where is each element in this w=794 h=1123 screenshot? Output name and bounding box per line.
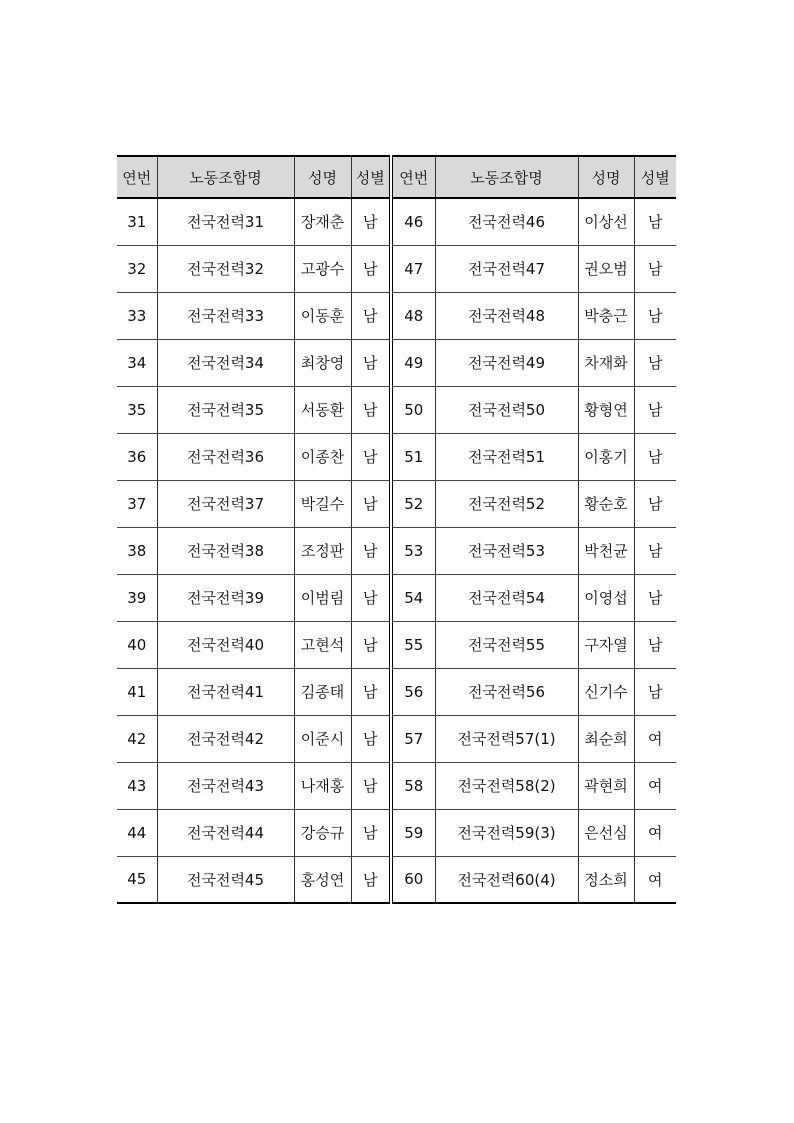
- table-row: [117, 856, 676, 903]
- cell-union-name-left: 전국전력42: [157, 715, 294, 762]
- cell-union-name-left: 전국전력37: [157, 480, 294, 527]
- cell-gender-right: 남: [634, 621, 676, 668]
- cell-name-right: 은선심: [578, 809, 634, 856]
- cell-name-right: 이홍기: [578, 433, 634, 480]
- cell-gender-left: 남: [351, 433, 391, 480]
- cell-gender-left: 남: [351, 292, 391, 339]
- cell-name-left: 박길수: [294, 480, 351, 527]
- cell-serial-right: 52: [391, 480, 435, 527]
- cell-name-right: 황순호: [578, 480, 634, 527]
- cell-gender-right: 여: [634, 762, 676, 809]
- table-row: [117, 480, 676, 527]
- cell-serial-left: 40: [117, 621, 157, 668]
- cell-name-right: 신기수: [578, 668, 634, 715]
- cell-union-name-left: 전국전력32: [157, 245, 294, 292]
- table-row: [117, 762, 676, 809]
- cell-serial-right: 57: [391, 715, 435, 762]
- table-row: [117, 245, 676, 292]
- cell-union-name-left: 전국전력35: [157, 386, 294, 433]
- cell-gender-right: 남: [634, 433, 676, 480]
- cell-name-right: 차재화: [578, 339, 634, 386]
- cell-gender-right: 남: [634, 198, 676, 245]
- cell-serial-left: 45: [117, 856, 157, 903]
- header-row: [117, 156, 676, 198]
- cell-serial-right: 50: [391, 386, 435, 433]
- cell-union-name-left: 전국전력36: [157, 433, 294, 480]
- cell-union-name-right: 전국전력59(3): [435, 809, 578, 856]
- cell-union-name-right: 전국전력58(2): [435, 762, 578, 809]
- cell-name-left: 조정판: [294, 527, 351, 574]
- table-row: [117, 668, 676, 715]
- cell-name-left: 고현석: [294, 621, 351, 668]
- cell-union-name-right: 전국전력53: [435, 527, 578, 574]
- cell-name-left: 이준시: [294, 715, 351, 762]
- cell-gender-right: 남: [634, 480, 676, 527]
- cell-union-name-right: 전국전력54: [435, 574, 578, 621]
- cell-gender-right: 여: [634, 856, 676, 903]
- cell-name-left: 서동환: [294, 386, 351, 433]
- cell-name-right: 이영섭: [578, 574, 634, 621]
- cell-name-left: 최창영: [294, 339, 351, 386]
- header-union-name-right: 노동조합명: [435, 156, 578, 198]
- cell-serial-left: 35: [117, 386, 157, 433]
- cell-gender-left: 남: [351, 856, 391, 903]
- cell-serial-right: 46: [391, 198, 435, 245]
- table-row: [117, 198, 676, 245]
- cell-gender-left: 남: [351, 574, 391, 621]
- cell-gender-left: 남: [351, 527, 391, 574]
- cell-union-name-left: 전국전력38: [157, 527, 294, 574]
- cell-name-right: 황형연: [578, 386, 634, 433]
- cell-gender-left: 남: [351, 668, 391, 715]
- cell-union-name-right: 전국전력50: [435, 386, 578, 433]
- cell-serial-right: 48: [391, 292, 435, 339]
- header-gender-left: 성별: [351, 156, 391, 198]
- cell-gender-right: 남: [634, 292, 676, 339]
- cell-name-left: 김종태: [294, 668, 351, 715]
- header-union-name-left: 노동조합명: [157, 156, 294, 198]
- cell-union-name-left: 전국전력44: [157, 809, 294, 856]
- cell-serial-right: 56: [391, 668, 435, 715]
- cell-serial-right: 58: [391, 762, 435, 809]
- cell-union-name-right: 전국전력48: [435, 292, 578, 339]
- cell-name-left: 이동훈: [294, 292, 351, 339]
- table-row: [117, 433, 676, 480]
- cell-serial-left: 43: [117, 762, 157, 809]
- cell-gender-left: 남: [351, 339, 391, 386]
- cell-serial-right: 53: [391, 527, 435, 574]
- cell-gender-left: 남: [351, 621, 391, 668]
- cell-gender-right: 남: [634, 245, 676, 292]
- cell-name-left: 나재홍: [294, 762, 351, 809]
- cell-serial-left: 42: [117, 715, 157, 762]
- cell-serial-right: 47: [391, 245, 435, 292]
- cell-name-right: 최순희: [578, 715, 634, 762]
- cell-gender-left: 남: [351, 198, 391, 245]
- cell-union-name-right: 전국전력47: [435, 245, 578, 292]
- cell-gender-right: 남: [634, 386, 676, 433]
- table-row: [117, 809, 676, 856]
- header-name-right: 성명: [578, 156, 634, 198]
- table-row: [117, 386, 676, 433]
- table-row: [117, 621, 676, 668]
- cell-name-right: 구자열: [578, 621, 634, 668]
- table-row: [117, 527, 676, 574]
- header-serial-left: 연번: [117, 156, 157, 198]
- cell-serial-left: 37: [117, 480, 157, 527]
- cell-name-left: 홍성연: [294, 856, 351, 903]
- cell-name-right: 곽현희: [578, 762, 634, 809]
- cell-serial-right: 60: [391, 856, 435, 903]
- cell-gender-right: 여: [634, 809, 676, 856]
- cell-gender-left: 남: [351, 715, 391, 762]
- cell-serial-right: 54: [391, 574, 435, 621]
- cell-union-name-left: 전국전력31: [157, 198, 294, 245]
- cell-union-name-left: 전국전력43: [157, 762, 294, 809]
- cell-serial-left: 38: [117, 527, 157, 574]
- cell-gender-left: 남: [351, 762, 391, 809]
- cell-name-right: 박충근: [578, 292, 634, 339]
- cell-name-right: 박천균: [578, 527, 634, 574]
- cell-serial-left: 39: [117, 574, 157, 621]
- table-body: [117, 198, 676, 903]
- cell-serial-left: 32: [117, 245, 157, 292]
- cell-name-left: 이종찬: [294, 433, 351, 480]
- cell-union-name-right: 전국전력51: [435, 433, 578, 480]
- table-row: [117, 574, 676, 621]
- union-member-table: [117, 155, 676, 904]
- header-name-left: 성명: [294, 156, 351, 198]
- cell-gender-right: 남: [634, 574, 676, 621]
- cell-union-name-right: 전국전력49: [435, 339, 578, 386]
- table-row: [117, 715, 676, 762]
- cell-name-right: 정소희: [578, 856, 634, 903]
- cell-union-name-right: 전국전력56: [435, 668, 578, 715]
- union-member-table-container: [117, 155, 676, 904]
- cell-serial-left: 41: [117, 668, 157, 715]
- cell-gender-right: 남: [634, 668, 676, 715]
- cell-union-name-left: 전국전력45: [157, 856, 294, 903]
- cell-name-left: 고광수: [294, 245, 351, 292]
- cell-union-name-right: 전국전력60(4): [435, 856, 578, 903]
- cell-union-name-left: 전국전력41: [157, 668, 294, 715]
- cell-union-name-right: 전국전력52: [435, 480, 578, 527]
- cell-serial-right: 55: [391, 621, 435, 668]
- cell-gender-left: 남: [351, 245, 391, 292]
- cell-union-name-left: 전국전력39: [157, 574, 294, 621]
- cell-name-left: 이범림: [294, 574, 351, 621]
- cell-name-left: 강승규: [294, 809, 351, 856]
- cell-serial-right: 49: [391, 339, 435, 386]
- cell-serial-right: 59: [391, 809, 435, 856]
- cell-serial-left: 31: [117, 198, 157, 245]
- cell-serial-left: 44: [117, 809, 157, 856]
- cell-union-name-right: 전국전력46: [435, 198, 578, 245]
- cell-union-name-right: 전국전력57(1): [435, 715, 578, 762]
- header-serial-right: 연번: [391, 156, 435, 198]
- header-gender-right: 성별: [634, 156, 676, 198]
- cell-gender-right: 남: [634, 527, 676, 574]
- cell-union-name-left: 전국전력34: [157, 339, 294, 386]
- table-row: [117, 339, 676, 386]
- cell-union-name-left: 전국전력40: [157, 621, 294, 668]
- cell-gender-right: 남: [634, 339, 676, 386]
- cell-union-name-right: 전국전력55: [435, 621, 578, 668]
- cell-serial-left: 36: [117, 433, 157, 480]
- cell-name-right: 권오범: [578, 245, 634, 292]
- table-row: [117, 292, 676, 339]
- cell-gender-left: 남: [351, 809, 391, 856]
- cell-name-right: 이상선: [578, 198, 634, 245]
- cell-serial-left: 33: [117, 292, 157, 339]
- cell-name-left: 장재춘: [294, 198, 351, 245]
- cell-gender-left: 남: [351, 480, 391, 527]
- cell-union-name-left: 전국전력33: [157, 292, 294, 339]
- cell-serial-left: 34: [117, 339, 157, 386]
- cell-gender-left: 남: [351, 386, 391, 433]
- cell-gender-right: 여: [634, 715, 676, 762]
- cell-serial-right: 51: [391, 433, 435, 480]
